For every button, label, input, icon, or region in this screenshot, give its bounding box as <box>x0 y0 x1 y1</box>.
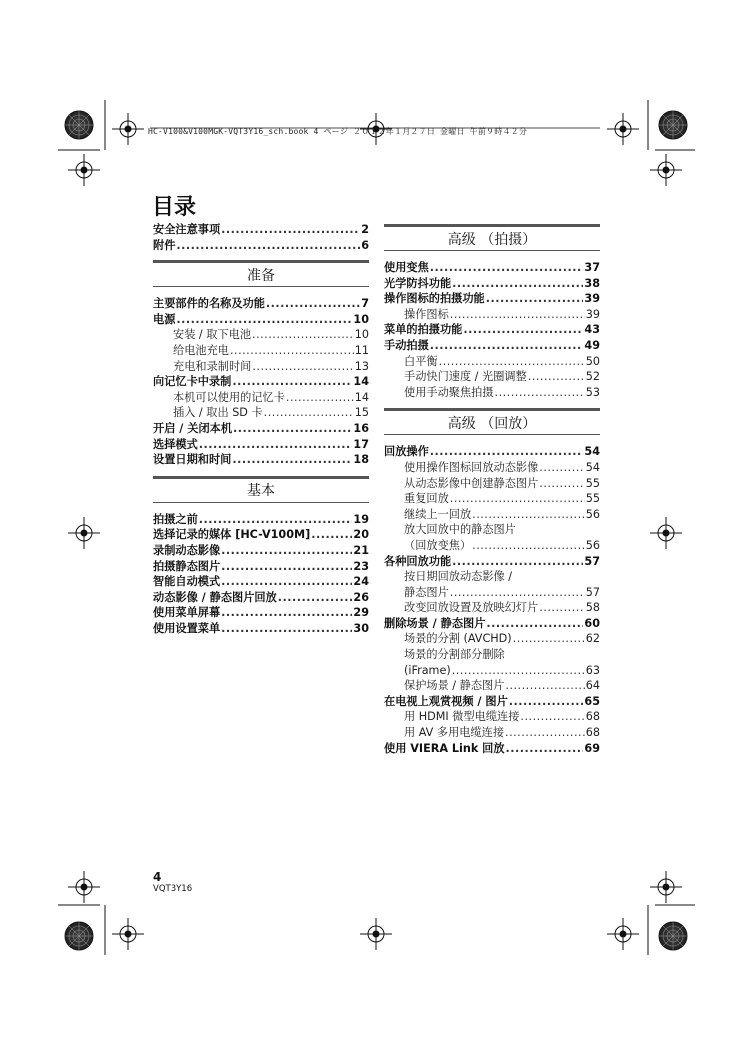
toc-section <box>153 260 369 468</box>
toc-entry[interactable] <box>384 444 600 460</box>
toc-entry-page: 21 <box>353 543 369 557</box>
toc-entry-label: 录制动态影像 <box>153 543 221 557</box>
leader-dots <box>230 343 354 359</box>
toc-entry[interactable] <box>384 631 600 647</box>
toc-entry[interactable] <box>153 390 369 406</box>
leader-dots <box>221 559 352 575</box>
toc-entry-page: 16 <box>353 421 369 435</box>
toc-entry-page: 19 <box>353 512 369 526</box>
toc-entry-page: 26 <box>353 590 369 604</box>
toc-entry-page: 57 <box>584 554 600 568</box>
leader-dots <box>472 507 585 523</box>
leader-dots <box>495 385 585 401</box>
leader-dots <box>221 543 352 559</box>
crosshair-icon <box>607 113 639 145</box>
crosshair-icon <box>68 517 100 549</box>
toc-entry-label: 保护场景 / 静态图片 <box>404 679 505 693</box>
toc-entry-label: 手动快门速度 / 光圈调整 <box>404 370 527 384</box>
section-heading: 准备 <box>153 260 369 287</box>
toc-entry-page: 24 <box>353 575 369 589</box>
leader-dots <box>430 338 584 354</box>
toc-entry-page: 68 <box>585 726 600 740</box>
toc-entry-page: 7 <box>361 297 369 311</box>
toc-entry[interactable] <box>384 338 600 354</box>
toc-entry-label: 主要部件的名称及功能 <box>153 297 265 311</box>
leader-dots <box>506 741 584 757</box>
leader-dots <box>450 307 585 323</box>
toc-entry[interactable] <box>384 709 600 725</box>
leader-dots <box>430 260 584 276</box>
toc-entry[interactable] <box>384 600 600 616</box>
toc-entry-page: 53 <box>585 385 600 399</box>
toc-entry-label: 拍摄静态图片 <box>153 559 221 573</box>
leader-dots <box>232 374 352 390</box>
leader-dots <box>221 574 352 590</box>
leader-dots <box>266 296 360 312</box>
toc-entry[interactable] <box>153 574 369 590</box>
toc-entry[interactable] <box>153 312 369 328</box>
toc-entry[interactable] <box>384 678 600 694</box>
toc-entry-label: 场景的分割部分删除 <box>404 648 505 662</box>
leader-dots <box>472 538 585 554</box>
toc-entry[interactable] <box>153 327 369 343</box>
toc-entry-page: 54 <box>584 445 600 459</box>
toc-entry-label: 场景的分割 (AVCHD) <box>404 632 512 646</box>
toc-entry-page: 38 <box>584 276 600 290</box>
toc-entry-label: 动态影像 / 静态图片回放 <box>153 590 277 604</box>
toc-entry-page: 54 <box>585 460 600 474</box>
leader-dots <box>539 476 584 492</box>
toc-entry-page: 57 <box>585 585 600 599</box>
toc-entry[interactable] <box>384 476 600 492</box>
toc-entry-label: 静态图片 <box>404 585 449 599</box>
toc-entry-label: （回放变焦） <box>404 538 472 552</box>
crosshair-icon <box>112 113 144 145</box>
toc-entry-page: 39 <box>584 292 600 306</box>
toc-entry[interactable] <box>153 452 369 468</box>
toc-entry-page: 65 <box>584 694 600 708</box>
toc-entry-label: 使用手动聚焦拍摄 <box>404 385 494 399</box>
toc-entry[interactable] <box>153 222 369 238</box>
leader-dots <box>199 437 353 453</box>
toc-entry-page: 11 <box>354 343 369 357</box>
toc-section <box>384 408 600 756</box>
crosshair-icon <box>650 154 682 186</box>
toc-entry[interactable] <box>384 663 600 679</box>
toc-entry[interactable] <box>153 296 369 312</box>
toc-entry-label: 电源 <box>153 312 176 326</box>
leader-dots <box>505 678 584 694</box>
toc-entry-label: 给电池充电 <box>173 343 229 357</box>
leader-dots <box>264 405 354 421</box>
toc-entry-label: 光学防抖功能 <box>384 276 452 290</box>
toc-entry[interactable] <box>153 590 369 606</box>
toc-entry[interactable] <box>153 421 369 437</box>
toc-entry[interactable] <box>153 374 369 390</box>
toc-entry-page: 2 <box>361 223 369 236</box>
toc-entry[interactable] <box>153 621 369 637</box>
crosshair-icon <box>650 517 682 549</box>
toc-entry-label: 从动态影像中创建静态图片 <box>404 476 539 490</box>
toc-entry-label: 用 AV 多用电缆连接 <box>404 726 505 740</box>
toc-entry[interactable] <box>384 260 600 276</box>
toc-entry-page: 50 <box>585 354 600 368</box>
toc-entry-label: 删除场景 / 静态图片 <box>384 616 486 630</box>
crosshair-icon <box>68 154 100 186</box>
toc-entry[interactable] <box>384 694 600 710</box>
star-target-icon <box>65 922 93 950</box>
toc-entry-label: 智能自动模式 <box>153 575 221 589</box>
toc-entry-page: 18 <box>353 453 369 467</box>
toc-entry-page: 10 <box>353 312 369 326</box>
leader-dots <box>232 452 352 468</box>
toc-entry[interactable] <box>153 238 369 254</box>
toc-entry-page: 43 <box>584 323 600 337</box>
toc-entry-label: 安装 / 取下电池 <box>173 328 252 342</box>
toc-entry[interactable] <box>153 527 369 543</box>
toc-entry[interactable] <box>384 354 600 370</box>
toc-entry-page: 62 <box>585 632 600 646</box>
star-target-icon <box>659 922 687 950</box>
leader-dots <box>452 554 583 570</box>
model-code: VQT3Y16 <box>153 884 193 894</box>
toc-entry-page: 20 <box>353 528 369 542</box>
toc-right-column <box>384 224 600 756</box>
toc-entry[interactable] <box>153 359 369 375</box>
toc-entry-label: 放大回放中的静态图片 <box>404 523 516 537</box>
toc-entry-page: 64 <box>585 679 600 693</box>
leader-dots <box>450 585 585 601</box>
toc-entry[interactable] <box>384 538 600 554</box>
leader-dots <box>430 444 584 460</box>
leader-dots <box>486 291 584 307</box>
toc-entry-label: 插入 / 取出 SD 卡 <box>173 406 263 420</box>
print-header: HC-V100&V100MGK-VQT3Y16_sch.book 4 ページ ２０１２年１月２７日 金曜日 午前９時４２分 <box>148 127 528 136</box>
toc-entry-page: 29 <box>353 606 369 620</box>
toc-entry-label: 操作图标的拍摄功能 <box>384 292 485 306</box>
toc-entry[interactable] <box>153 405 369 421</box>
toc-entry-label: 手动拍摄 <box>384 338 429 352</box>
toc-section <box>384 224 600 400</box>
toc-entry-page: 30 <box>353 621 369 635</box>
toc-entry-page: 37 <box>584 261 600 274</box>
crosshair-icon <box>650 871 682 903</box>
toc-entry-label: 按日期回放动态影像 / <box>404 570 513 584</box>
leader-dots <box>221 222 360 238</box>
section-heading: 基本 <box>153 476 369 503</box>
toc-entry[interactable] <box>384 725 600 741</box>
toc-entry-page: 56 <box>585 538 600 552</box>
leader-dots <box>221 605 352 621</box>
toc-entry[interactable] <box>384 507 600 523</box>
toc-entry[interactable] <box>153 343 369 359</box>
leader-dots <box>463 322 583 338</box>
toc-entry[interactable] <box>384 307 600 323</box>
toc-entry-label: 使用 VIERA Link 回放 <box>384 741 505 755</box>
toc-entry-label: 操作图标 <box>404 307 449 321</box>
toc-entry-page: 14 <box>353 375 369 389</box>
leader-dots <box>520 709 584 725</box>
leader-dots <box>505 725 585 741</box>
toc-entry[interactable] <box>384 276 600 292</box>
leader-dots <box>439 354 585 370</box>
toc-entry-page: 17 <box>353 437 369 451</box>
toc-entry[interactable] <box>384 322 600 338</box>
leader-dots <box>233 421 352 437</box>
toc-entry-label: 充电和录制时间 <box>173 359 252 373</box>
toc-entry-page: 13 <box>354 359 369 373</box>
toc-entry-label: 回放操作 <box>384 445 429 459</box>
crosshair-icon <box>68 871 100 903</box>
leader-dots <box>509 694 584 710</box>
toc-entry-label: 用 HDMI 微型电缆连接 <box>404 710 520 724</box>
leader-dots <box>199 512 353 528</box>
toc-entry-label: 选择模式 <box>153 437 198 451</box>
toc-entry[interactable] <box>384 554 600 570</box>
toc-entry[interactable] <box>384 741 600 757</box>
leader-dots <box>450 491 585 507</box>
toc-entry-page: 23 <box>353 559 369 573</box>
leader-dots <box>486 616 583 632</box>
toc-entry-label: 附件 <box>153 238 176 252</box>
leader-dots <box>452 276 583 292</box>
crosshair-icon <box>112 918 144 950</box>
toc-entry[interactable] <box>384 569 600 585</box>
toc-entry-page: 14 <box>354 390 369 404</box>
toc-entry-label: 本机可以使用的记忆卡 <box>173 390 285 404</box>
toc-entry[interactable] <box>384 369 600 385</box>
toc-entry[interactable] <box>384 647 600 663</box>
toc-entry-label: 使用菜单屏幕 <box>153 606 221 620</box>
toc-entry-label: 各种回放功能 <box>384 554 452 568</box>
leader-dots <box>311 527 352 543</box>
leader-dots <box>176 312 352 328</box>
leader-dots <box>252 327 354 343</box>
section-heading: 高级 （拍摄） <box>384 224 600 251</box>
toc-entry-page: 58 <box>585 601 600 615</box>
toc-section <box>153 476 369 637</box>
leader-dots <box>252 359 353 375</box>
toc-entry[interactable] <box>384 522 600 538</box>
star-target-icon <box>659 111 687 139</box>
section-heading: 高级 （回放） <box>384 408 600 435</box>
toc-entry[interactable] <box>153 437 369 453</box>
crosshair-icon <box>360 918 392 950</box>
toc-entry-label: 白平衡 <box>404 354 438 368</box>
star-target-icon <box>65 111 93 139</box>
page-title: 目录 <box>152 194 197 220</box>
toc-entry-label: 改变回放设置及放映幻灯片 <box>404 601 539 615</box>
toc-entry-page: 15 <box>354 406 369 420</box>
toc-entry-label: 设置日期和时间 <box>153 453 232 467</box>
toc-entry-label: 菜单的拍摄功能 <box>384 323 463 337</box>
toc-entry-page: 6 <box>361 238 369 252</box>
toc-entry-label: (iFrame) <box>404 663 451 677</box>
toc-entry-label: 向记忆卡中录制 <box>153 375 232 389</box>
toc-entry[interactable] <box>153 559 369 575</box>
leader-dots <box>286 390 354 406</box>
toc-entry-page: 56 <box>585 507 600 521</box>
toc-entry-label: 使用设置菜单 <box>153 621 221 635</box>
toc-entry[interactable] <box>384 585 600 601</box>
toc-entry[interactable] <box>153 543 369 559</box>
toc-entry[interactable] <box>384 385 600 401</box>
page-number: 4 <box>153 870 162 884</box>
leader-dots <box>176 238 360 254</box>
toc-entry-page: 55 <box>585 476 600 490</box>
toc-entry-label: 使用操作图标回放动态影像 <box>404 460 539 474</box>
toc-entry-page: 52 <box>585 370 600 384</box>
leader-dots <box>452 663 585 679</box>
toc-entry-page: 55 <box>585 492 600 506</box>
toc-entry-page: 69 <box>584 741 600 755</box>
toc-entry-page: 39 <box>585 307 600 321</box>
toc-entry-page: 63 <box>585 663 600 677</box>
toc-entry[interactable] <box>384 491 600 507</box>
leader-dots <box>539 600 584 616</box>
toc-entry-label: 使用变焦 <box>384 261 429 274</box>
leader-dots <box>221 621 352 637</box>
toc-entry-page: 10 <box>354 328 369 342</box>
toc-entry-page: 49 <box>584 338 600 352</box>
toc-entry[interactable] <box>153 605 369 621</box>
toc-entry-page: 60 <box>584 616 600 630</box>
toc-entry-label: 拍摄之前 <box>153 512 198 526</box>
toc-entry-label: 选择记录的媒体 [HC-V100M] <box>153 528 311 542</box>
leader-dots <box>528 369 585 385</box>
leader-dots <box>539 460 584 476</box>
toc-entry[interactable] <box>153 512 369 528</box>
toc-left-column <box>153 222 369 636</box>
toc-entry[interactable] <box>384 616 600 632</box>
leader-dots <box>513 631 585 647</box>
toc-entry-label: 在电视上观赏视频 / 图片 <box>384 694 508 708</box>
leader-dots <box>278 590 353 606</box>
toc-entry-label: 开启 / 关闭本机 <box>153 421 233 435</box>
toc-entry-label: 重复回放 <box>404 492 449 506</box>
toc-entry[interactable] <box>384 291 600 307</box>
toc-entry[interactable] <box>384 460 600 476</box>
toc-entry-label: 安全注意事项 <box>153 223 221 236</box>
crosshair-icon <box>607 918 639 950</box>
toc-entry-label: 继续上一回放 <box>404 507 472 521</box>
toc-entry-page: 68 <box>585 710 600 724</box>
